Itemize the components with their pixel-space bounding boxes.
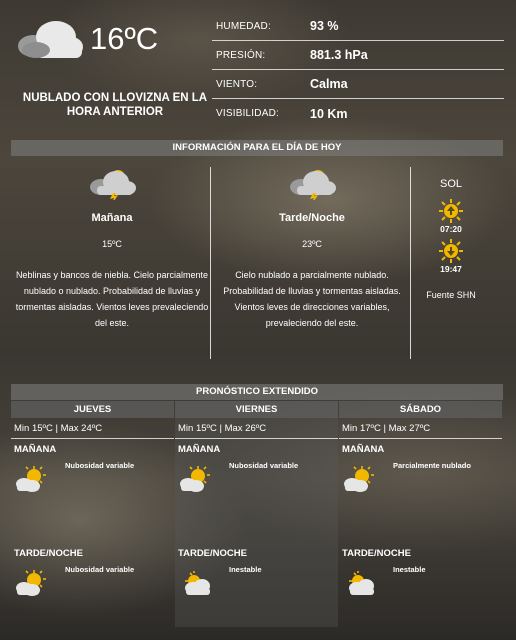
stat-label: VISIBILIDAD:	[216, 108, 279, 119]
stat-row-wind	[212, 70, 504, 99]
partly-cloudy-icon	[341, 569, 377, 597]
slot-label: MAÑANA	[14, 444, 57, 455]
stat-value: Calma	[310, 77, 348, 91]
forecast-day-friday	[175, 401, 338, 627]
sunset-icon	[437, 238, 465, 264]
slot-label: TARDE/NOCHE	[14, 548, 83, 559]
forecast-slot-evening	[11, 543, 174, 640]
partly-cloudy-icon	[13, 465, 49, 493]
forecast-day-saturday	[339, 401, 502, 627]
stat-label: HUMEDAD:	[216, 20, 271, 32]
current-stats	[212, 12, 504, 128]
slot-description: Nubosidad variable	[229, 461, 299, 470]
forecast-slot-morning	[11, 439, 174, 543]
slot-description: Inestable	[393, 565, 426, 574]
today-afternoon	[214, 166, 410, 331]
partly-cloudy-icon	[177, 569, 213, 597]
period-description: Neblinas y bancos de niebla. Cielo parcialmente nublado o nublado. Probabilidad de lluvias y tormentas aisladas. Vientos leves prevaleciendo del este.	[15, 270, 209, 328]
stat-label: VIENTO:	[216, 78, 258, 90]
stat-value: 881.3 hPa	[310, 48, 368, 62]
day-minmax: Min 17ºC | Max 27ºC	[339, 418, 502, 439]
sun-source: Fuente SHN	[426, 290, 476, 300]
stat-label: PRESIÓN:	[216, 49, 266, 61]
slot-description: Parcialmente nublado	[393, 461, 471, 470]
sunrise-time: 07:20	[440, 224, 462, 234]
slot-description: Nubosidad variable	[65, 565, 135, 574]
sun-title: SOL	[439, 178, 462, 190]
partly-cloudy-icon	[341, 465, 377, 493]
stat-row-humidity	[212, 12, 504, 41]
period-temp: 15ºC	[102, 239, 122, 249]
today-header: INFORMACIÓN PARA EL DÍA DE HOY	[11, 140, 503, 156]
slot-description: Nubosidad variable	[65, 461, 135, 470]
forecast-slot-morning	[339, 439, 502, 543]
storm-cloud-icon	[87, 166, 137, 200]
day-minmax: Min 15ºC | Max 26ºC	[175, 418, 338, 439]
current-temperature: 16ºC	[90, 21, 159, 56]
current-condition: NUBLADO CON LLOVIZNA EN LA HORA ANTERIOR	[22, 92, 208, 118]
forecast-slot-evening	[175, 543, 338, 640]
sunrise-icon	[437, 198, 465, 224]
slot-description: Inestable	[229, 565, 262, 574]
today-morning	[14, 166, 210, 331]
divider	[210, 167, 211, 359]
current-conditions	[0, 0, 212, 130]
partly-cloudy-icon	[177, 465, 213, 493]
period-name: Tarde/Noche	[279, 212, 345, 224]
forecast-day-thursday	[11, 401, 174, 627]
slot-label: MAÑANA	[178, 444, 221, 455]
slot-label: TARDE/NOCHE	[178, 548, 247, 559]
sun-info	[412, 168, 490, 300]
day-minmax: Min 15ºC | Max 24ºC	[11, 418, 174, 439]
period-description: Cielo nublado a parcialmente nublado. Probabilidad de lluvias y tormentas aisladas. Vientos leves de direcciones variables, prevaleciendo del este.	[223, 270, 401, 328]
partly-cloudy-icon	[13, 569, 49, 597]
sunset-time: 19:47	[440, 264, 462, 274]
period-name: Mañana	[91, 212, 133, 224]
stat-row-visibility	[212, 99, 504, 128]
extended-header: PRONÓSTICO EXTENDIDO	[11, 384, 503, 400]
slot-label: MAÑANA	[342, 444, 385, 455]
slot-label: TARDE/NOCHE	[342, 548, 411, 559]
day-name: VIERNES	[175, 401, 338, 418]
period-temp: 23ºC	[302, 239, 322, 249]
day-name: JUEVES	[11, 401, 174, 418]
day-name: SÁBADO	[339, 401, 502, 418]
storm-cloud-icon	[287, 166, 337, 200]
cloud-icon	[16, 20, 84, 60]
forecast-slot-morning	[175, 439, 338, 543]
stat-value: 93 %	[310, 19, 339, 33]
divider	[410, 167, 411, 359]
forecast-slot-evening	[339, 543, 502, 640]
stat-row-pressure	[212, 41, 504, 70]
stat-value: 10 Km	[310, 106, 348, 121]
